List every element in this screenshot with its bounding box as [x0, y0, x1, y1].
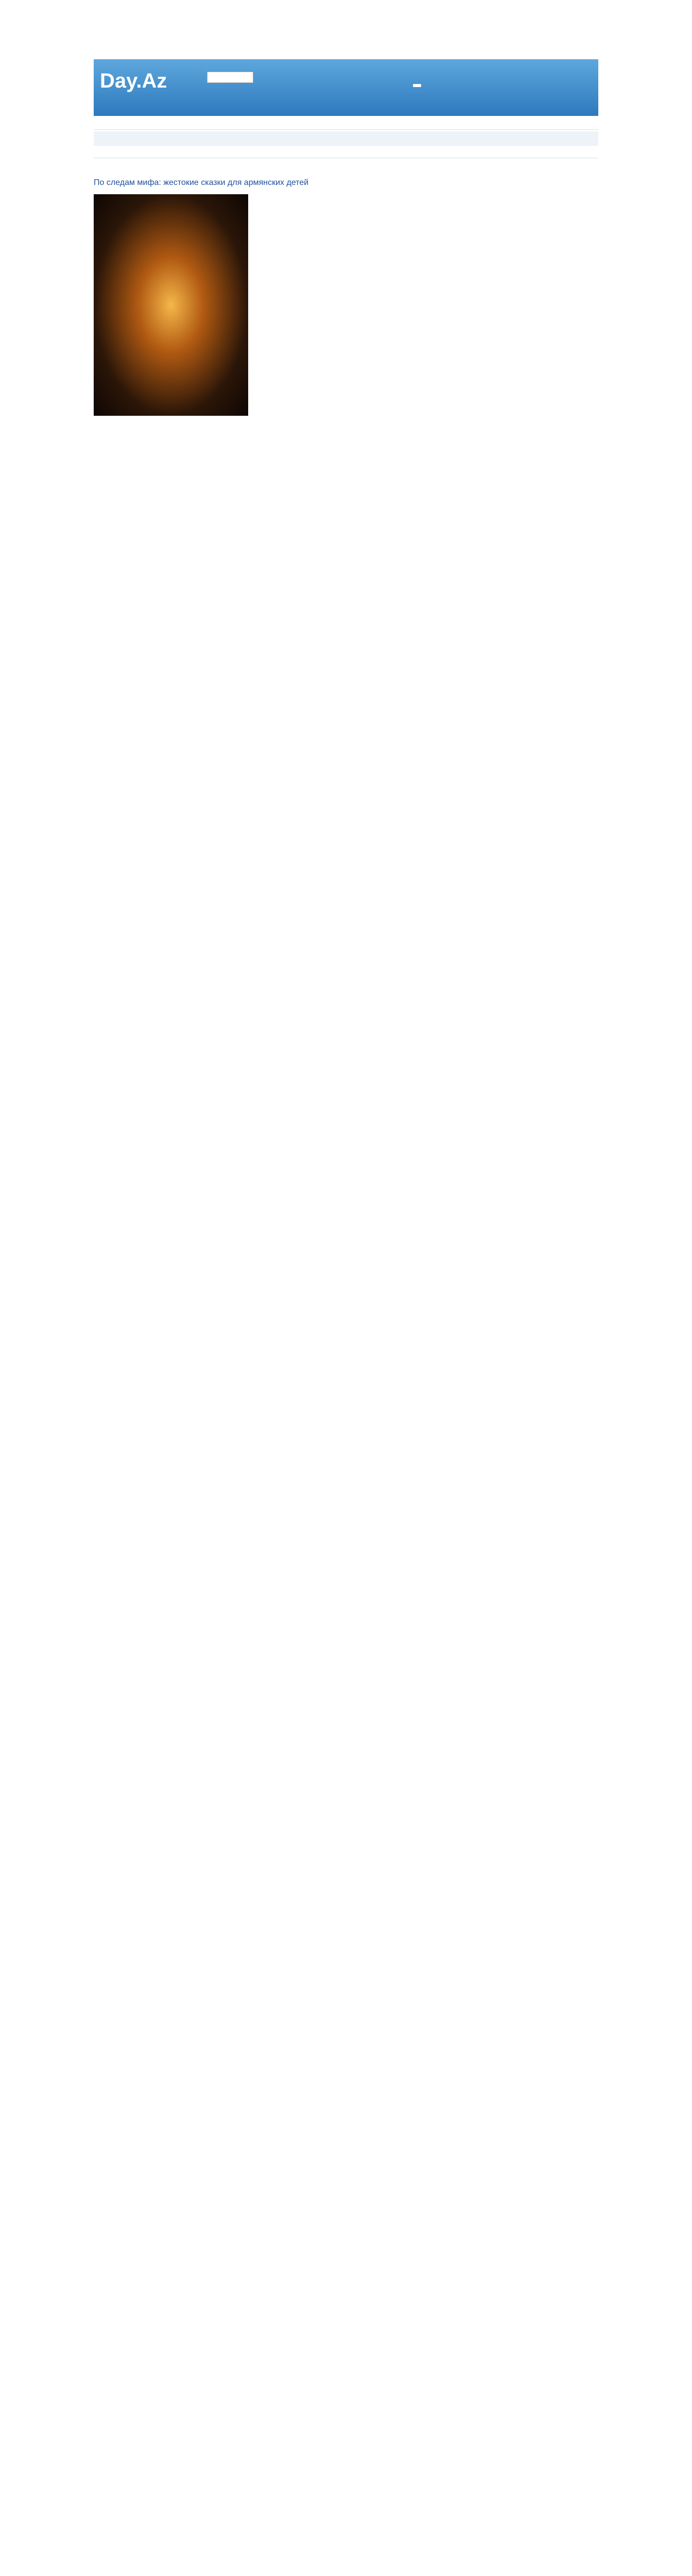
- search-input[interactable]: [207, 72, 253, 83]
- nav-top: [94, 118, 598, 130]
- alert-bar[interactable]: [94, 159, 598, 172]
- article-title: По следам мифа: жестокие сказки для армянских детей: [94, 178, 309, 187]
- article-photo: [94, 194, 248, 416]
- login-button[interactable]: [413, 84, 421, 87]
- nav-sub: [94, 147, 598, 158]
- site-logo[interactable]: Day.Az: [100, 70, 167, 92]
- site-header: [94, 59, 598, 116]
- article: [94, 178, 387, 423]
- nav-main: [94, 131, 598, 146]
